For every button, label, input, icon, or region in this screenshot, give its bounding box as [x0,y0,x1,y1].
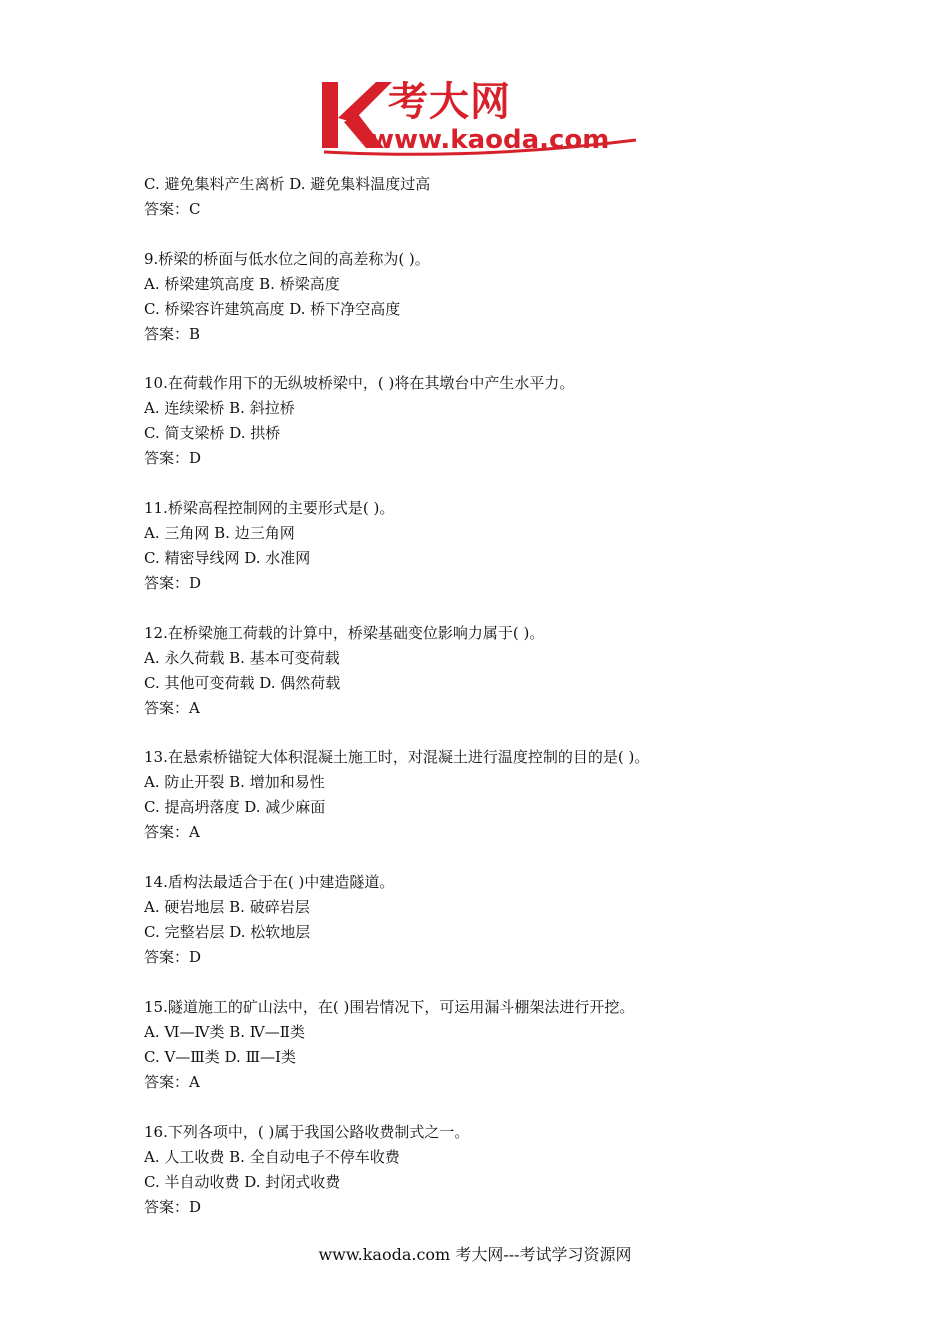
answer-line: 答案：B [144,324,201,343]
options-line: C. 桥梁容许建筑高度 D. 桥下净空高度 [144,299,401,318]
options-line: C. 半自动收费 D. 封闭式收费 [144,1172,341,1191]
spacer [144,347,844,372]
answer-line: 答案：C [144,200,201,218]
answer-line: 答案：A [144,823,200,842]
options-line: C. 精密导线网 D. 水准网 [144,549,311,568]
options-line: A. 连续梁桥 B. 斜拉桥 [144,399,295,418]
question-14: 14.盾构法最适合于在( )中建造隧道。 [144,873,395,892]
answer-line: 答案：A [144,1072,200,1091]
text-line: C. 避免集料产生离析 D. 避免集料温度过高 [144,175,431,193]
spacer [144,1095,844,1120]
options-line: C. 其他可变荷载 D. 偶然荷载 [144,673,341,692]
options-line: A. Ⅵ—Ⅳ类 B. Ⅳ—Ⅱ类 [144,1022,305,1041]
spacer [144,721,844,746]
answer-line: 答案：D [144,948,202,967]
options-line: A. 防止开裂 B. 增加和易性 [144,773,325,792]
options-line: A. 硬岩地层 B. 破碎岩层 [144,898,310,917]
question-13: 13.在悬索桥锚锭大体积混凝土施工时，对混凝土进行温度控制的目的是( )。 [144,748,650,767]
question-10: 10.在荷载作用下的无纵坡桥梁中，( )将在其墩台中产生水平力。 [144,374,575,393]
options-line: A. 永久荷载 B. 基本可变荷载 [144,648,340,667]
options-line: A. 三角网 B. 边三角网 [144,524,295,543]
answer-line: 答案：D [144,1197,202,1216]
answer-line: 答案：D [144,449,202,468]
spacer [144,970,844,995]
options-line: C. 提高坍落度 D. 减少麻面 [144,798,326,817]
logo-name: 考大网 [388,79,511,125]
options-line: A. 人工收费 B. 全自动电子不停车收费 [144,1147,400,1166]
spacer [144,471,844,496]
options-line: C. Ⅴ—Ⅲ类 D. Ⅲ—Ⅰ类 [144,1047,296,1066]
spacer [144,596,844,621]
logo-url: www.kaoda.com [370,125,610,155]
site-logo [318,78,640,160]
page-footer: www.kaoda.com 考大网---考试学习资源网 [318,1245,632,1264]
question-9: 9.桥梁的桥面与低水位之间的高差称为( )。 [144,249,430,268]
answer-line: 答案：A [144,698,200,717]
spacer [144,222,844,247]
answer-line: 答案：D [144,574,202,593]
spacer [144,845,844,870]
document-body [144,172,844,1220]
options-line: C. 简支梁桥 D. 拱桥 [144,424,281,443]
question-11: 11.桥梁高程控制网的主要形式是( )。 [144,499,395,518]
question-16: 16.下列各项中，( )属于我国公路收费制式之一。 [144,1122,470,1141]
question-15: 15.隧道施工的矿山法中，在( )围岩情况下，可运用漏斗棚架法进行开挖。 [144,997,635,1016]
question-12: 12.在桥梁施工荷载的计算中，桥梁基础变位影响力属于( )。 [144,623,545,642]
options-line: C. 完整岩层 D. 松软地层 [144,923,311,942]
options-line: A. 桥梁建筑高度 B. 桥梁高度 [144,274,340,293]
